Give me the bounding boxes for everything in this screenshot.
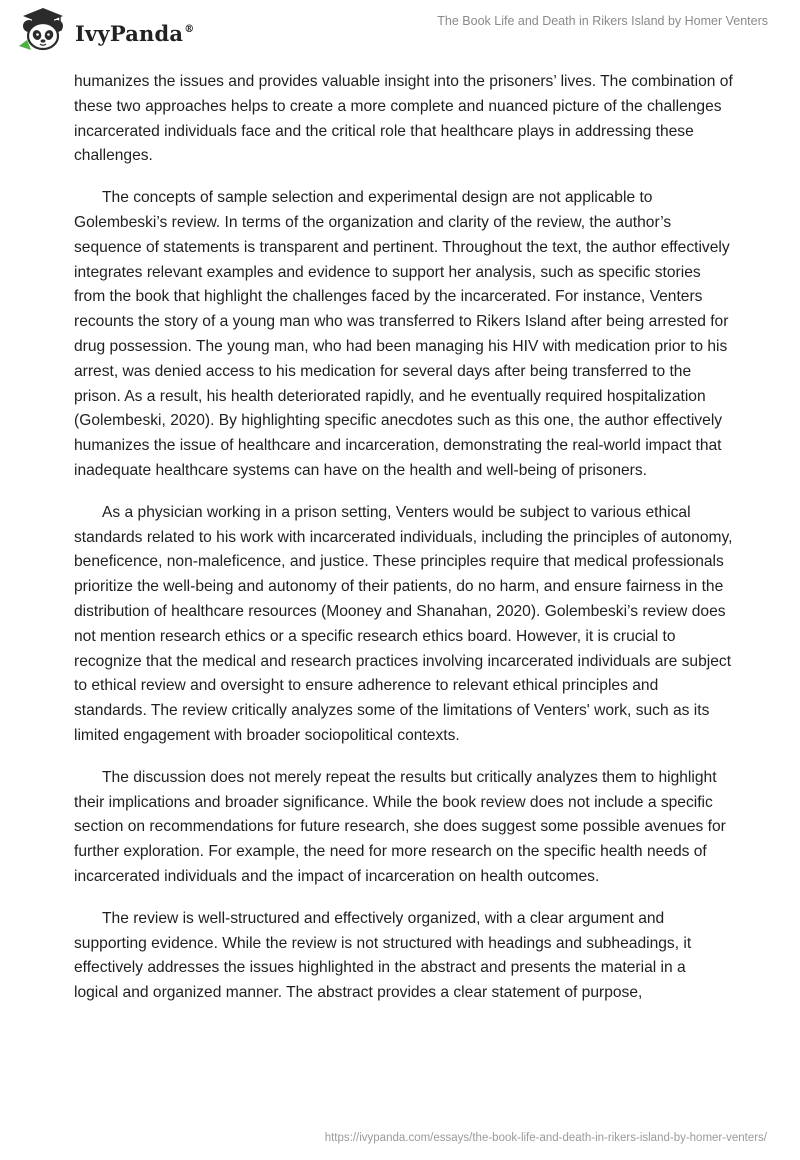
paragraph: The discussion does not merely repeat the results but critically analyzes them to highlight their implications and broader significance. While the book review does not include a specific section on recommendations for future research, she does suggest some possible avenues for further exploration. For example, the need for more research on the specific health needs of incarcerated individuals and the impact of incarceration on health outcomes. (74, 768, 726, 885)
source-url[interactable]: https://ivypanda.com/essays/the-book-life-and-death-in-rikers-island-by-homer-venters/ (324, 1132, 767, 1144)
panda-graduation-cap-logo-icon (13, 6, 69, 54)
paragraph: As a physician working in a prison setting, Venters would be subject to various ethical standards related to his work with incarcerated individuals, including the principles of autonomy, beneficence, non-maleficence, and justice. These principles require that medical professionals prioritize the well-being and autonomy of their patients, do no harm, and ensure fairness in the distribution of healthcare resources (Mooney and Shanahan, 2020). Golembeski’s review does not mention research ethics or a specific research ethics board. However, it is crucial to recognize that the medical and research practices involving incarcerated individuals are subject to ethical review and oversight to ensure adherence to relevant ethical principles and standards. The review critically analyzes some of the limitations of Venters' work, such as its limited engagement with broader sociopolitical contexts. (74, 503, 733, 744)
essay-body (74, 70, 734, 1023)
page-header (0, 0, 800, 60)
brand-name: IvyPanda® (75, 20, 195, 46)
registered-mark: ® (184, 23, 195, 35)
paragraph: The concepts of sample selection and experimental design are not applicable to Golembeski’s review. In terms of the organization and clarity of the review, the author’s sequence of statements is transparent and pertinent. Throughout the text, the author effectively integrates relevant examples and evidence to support her analysis, such as specific stories from the book that highlight the challenges faced by the incarcerated. For instance, Venters recounts the story of a young man who was transferred to Rikers Island after being arrested for drug possession. The young man, who had been managing his HIV with medication prior to his arrest, was denied access to his medication for several days after being transferred to the prison. As a result, his health deteriorated rapidly, and he eventually required hospitalization (Golembeski, 2020). By highlighting specific anecdotes such as this one, the author effectively humanizes the issue of healthcare and incarceration, demonstrating the real-world impact that inadequate healthcare systems can have on the health and well-being of prisoners. (74, 189, 730, 479)
document-title: The Book Life and Death in Rikers Island by Homer Venters (437, 14, 768, 28)
paragraph: humanizes the issues and provides valuable insight into the prisoners’ lives. The combination of these two approaches helps to create a more complete and nuanced picture of the challenges incarcerated individuals face and the critical role that healthcare plays in addressing these challenges. (74, 73, 733, 165)
paragraph: The review is well-structured and effectively organized, with a clear argument and supporting evidence. While the review is not structured with headings and subheadings, it effectively addresses the issues highlighted in the abstract and presents the material in a logical and organized manner. The abstract provides a clear statement of purpose, (74, 909, 692, 1002)
brand-logo[interactable] (13, 6, 194, 54)
